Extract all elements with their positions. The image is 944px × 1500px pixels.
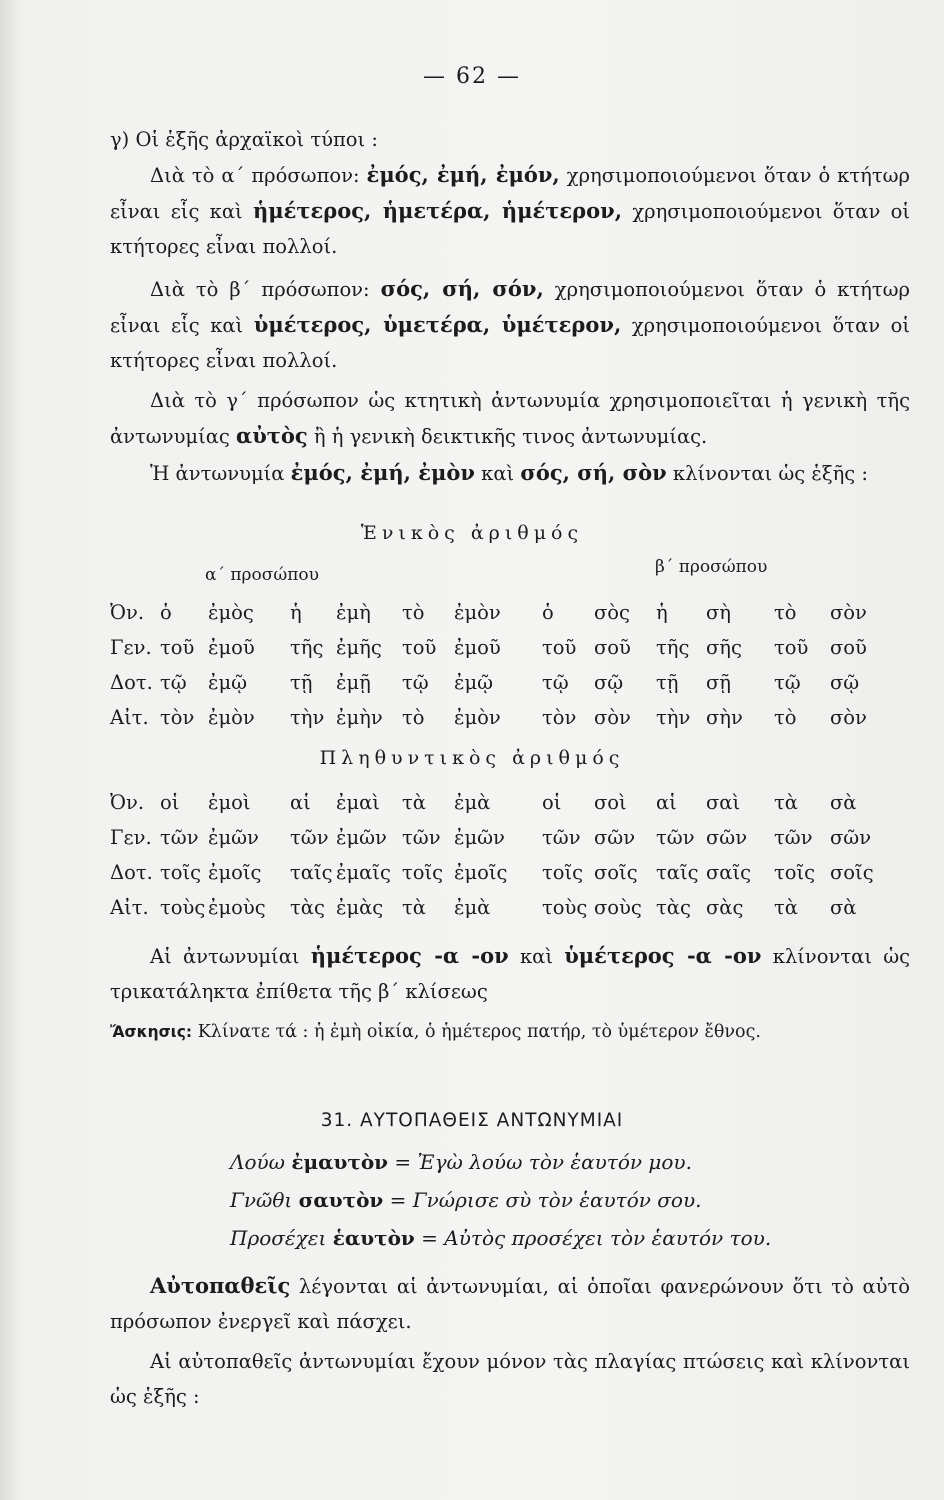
bold-term: ἐμαυτὸν [291, 1150, 389, 1174]
declension-cell: ἐμὸν [208, 706, 255, 729]
plural-declension-table [110, 785, 890, 925]
column-heading-second-person: β΄ προσώπου [655, 557, 768, 577]
declension-cell: ἐμῆς [336, 636, 382, 659]
declension-cell: τὰ [402, 896, 426, 919]
plural-heading: Πληθυντικὸς ἀριθμός [319, 747, 625, 769]
bold-term: αὐτὸς [236, 423, 308, 448]
text-span: Διὰ τὸ γ΄ πρόσωπον ὡς κτητικὴ ἀντωνυμία χρησιμοποιεῖται ἡ γενικὴ τῆς ἀντωνυμίας [110, 389, 910, 448]
declension-cell: τῷ [774, 671, 801, 694]
declension-cell: ἐμὰ [454, 896, 491, 919]
declension-cell: σῷ [594, 671, 624, 694]
bold-term: σαυτὸν [298, 1188, 384, 1212]
declension-cell: τῇ [290, 671, 313, 694]
declension-cell: οἱ [160, 791, 180, 814]
bold-term: ἡμέτερος -α -ον [310, 943, 509, 968]
singular-declension-table [110, 595, 890, 735]
declension-cell: τὴν [656, 706, 691, 729]
declension-cell: ἐμοῦ [454, 636, 501, 659]
declension-cell: ἐμῷ [454, 671, 494, 694]
declension-cell: τὰς [290, 896, 325, 919]
exercise [110, 1016, 910, 1049]
case-label: Ὀν. [110, 791, 145, 814]
text-span: χρησιμοποιούμενοι ὅταν ὁ κτήτωρ εἶναι εἷς καὶ [110, 164, 910, 223]
example-line [230, 1181, 701, 1219]
case-label: Δοτ. [110, 861, 153, 884]
declension-cell: τῶν [542, 826, 581, 849]
declension-cell: σὸν [830, 706, 867, 729]
text-span: Αἱ ἀντωνυμίαι [150, 945, 300, 968]
declension-cell: ἐμὸν [454, 601, 501, 624]
text-span: = Ἐγὼ λούω τὸν ἑαυτόν μου. [394, 1150, 692, 1174]
text-span: Ἡ ἀντωνυμία [150, 462, 285, 485]
declension-cell: τὸ [774, 706, 797, 729]
text-span: καὶ [481, 462, 515, 485]
declension-cell: τοῖς [402, 861, 444, 884]
declension-cell: σαὶ [706, 791, 741, 814]
declension-cell: ἐμὰ [454, 791, 491, 814]
text-span: = Αὐτὸς προσέχει τὸν ἑαυτόν του. [421, 1226, 772, 1250]
declension-cell: σαῖς [706, 861, 752, 884]
example-line [230, 1219, 771, 1257]
declension-cell: σὴ [706, 601, 731, 624]
paragraph-first-person [110, 157, 910, 264]
declension-cell: ἐμὸς [208, 601, 254, 624]
case-label: Γεν. [110, 826, 152, 849]
declension-cell: ἐμοῦ [208, 636, 255, 659]
paragraph-reflexive-definition [110, 1268, 910, 1339]
declension-cell: σῆς [706, 636, 742, 659]
bold-term: Αὐτοπαθεῖς [150, 1273, 291, 1298]
declension-cell: ἐμοὺς [208, 896, 266, 919]
declension-cell: τὸ [402, 601, 425, 624]
declension-cell: τὴν [290, 706, 325, 729]
declension-cell: ἐμὸν [454, 706, 501, 729]
text-span: χρησιμοποιούμενοι ὅταν οἱ κτήτορες εἶναι πολλοί. [110, 200, 911, 258]
declension-cell: τῶν [402, 826, 441, 849]
declension-cell: σοὶ [594, 791, 627, 814]
text-span: Προσέχει [230, 1226, 327, 1250]
declension-cell: σῇ [706, 671, 731, 694]
declension-cell: ἐμῶν [208, 826, 259, 849]
text-span: ἢ ἡ γενικὴ δεικτικῆς τινος ἀντωνυμίας. [313, 425, 708, 448]
declension-cell: σοὺς [594, 896, 642, 919]
declension-cell: σοῦ [594, 636, 631, 659]
text-span: λέγονται αἱ ἀντωνυμίαι, αἱ ὁποῖαι φανερώνουν ὅτι τὸ αὐτὸ πρόσωπον ἐνεργεῖ καὶ πάσχει. [110, 1275, 910, 1333]
singular-heading: Ἑνικὸς ἀριθμός [360, 522, 584, 544]
declension-cell: τοῖς [542, 861, 584, 884]
text-span: Λούω [230, 1150, 285, 1174]
declension-row [110, 855, 890, 890]
declension-cell: τὸ [402, 706, 425, 729]
declension-cell: τὰ [402, 791, 426, 814]
declension-cell: οἱ [542, 791, 562, 814]
bold-term: ἐμός, ἐμή, ἐμόν, [366, 162, 560, 187]
declension-cell: σὰ [830, 896, 857, 919]
declension-cell: ἐμὴ [336, 601, 371, 624]
text-span: κλίνονται ὡς τρικατάληκτα ἐπίθετα τῆς β΄ κλίσεως [110, 945, 911, 1003]
declension-cell: σὸν [830, 601, 867, 624]
example-line [230, 1143, 692, 1181]
bold-term: ἐμός, ἐμή, ἐμὸν [290, 460, 475, 485]
declension-cell: σοῖς [594, 861, 638, 884]
declension-cell: ἐμαῖς [336, 861, 391, 884]
case-label: Δοτ. [110, 671, 153, 694]
declension-cell: ἐμῶν [454, 826, 505, 849]
text-span: χρησιμοποιούμενοι ὅταν ὁ κτήτωρ εἶναι εἷς καὶ [110, 278, 910, 337]
exercise-text: Κλίνατε τά : ἡ ἐμὴ οἰκία, ὁ ἡμέτερος πατήρ, τὸ ὑμέτερον ἔθνος. [197, 1022, 761, 1042]
declension-cell: ἐμοὶ [208, 791, 251, 814]
text-span: = Γνώρισε σὺ τὸν ἑαυτόν σου. [389, 1188, 702, 1212]
bold-term: ὑμέτερος, ὑμετέρα, ὑμέτερον, [253, 312, 622, 337]
declension-cell: ἡ [656, 601, 668, 624]
declension-cell: ἐμοῖς [208, 861, 262, 884]
bold-term: ἡμέτερος, ἡμετέρα, ἡμέτερον, [252, 198, 623, 223]
declension-cell: ἐμῶν [336, 826, 387, 849]
declension-cell: τῶν [290, 826, 329, 849]
declension-row [110, 595, 890, 630]
declension-cell: ὁ [160, 601, 172, 624]
declension-cell: τῷ [542, 671, 569, 694]
declension-cell: σοῖς [830, 861, 874, 884]
declension-cell: ἐμαὶ [336, 791, 380, 814]
exercise-label: Ἄσκησις: [110, 1023, 193, 1041]
declension-cell: τοὺς [542, 896, 588, 919]
declension-cell: τῇ [656, 671, 679, 694]
declension-cell: τοῖς [160, 861, 202, 884]
bold-term: σός, σή, σὸν [520, 460, 667, 485]
declension-cell: τῷ [402, 671, 429, 694]
column-heading-first-person: α΄ προσώπου [205, 565, 319, 585]
declension-cell: τοὺς [160, 896, 206, 919]
bold-term: ὑμέτερος -α -ον [564, 943, 762, 968]
declension-cell: τοῦ [774, 636, 809, 659]
declension-row [110, 890, 890, 925]
declension-cell: ὁ [542, 601, 554, 624]
declension-cell: τὰ [774, 896, 798, 919]
declension-row [110, 630, 890, 665]
text-span: κλίνονται ὡς ἑξῆς : [672, 462, 868, 485]
text-span: καὶ [519, 945, 553, 968]
declension-cell: αἱ [290, 791, 311, 814]
declension-cell: σῶν [706, 826, 748, 849]
declension-cell: τῶν [160, 826, 199, 849]
declension-cell: τὸν [160, 706, 195, 729]
declension-cell: τὰ [774, 791, 798, 814]
declension-row [110, 785, 890, 820]
paragraph-three-ending [110, 938, 910, 1009]
declension-cell: ταῖς [290, 861, 333, 884]
declension-cell: ἐμὰς [336, 896, 384, 919]
text-span: Διὰ τὸ β΄ πρόσωπον: [150, 278, 370, 301]
declension-cell: ἐμοῖς [454, 861, 508, 884]
declension-cell: τῆς [290, 636, 324, 659]
page-number: — 62 — [423, 64, 521, 89]
declension-cell: τοῦ [402, 636, 437, 659]
declension-cell: ἡ [290, 601, 302, 624]
declension-cell: τοῦ [160, 636, 195, 659]
declension-cell: σὸς [594, 601, 630, 624]
declension-cell: σὰ [830, 791, 857, 814]
declension-cell: τῆς [656, 636, 690, 659]
paragraph-declension-intro [110, 455, 910, 491]
section-title: 31. ΑΥΤΟΠΑΘΕΙΣ ΑΝΤΩΝΥΜΙΑΙ [320, 1110, 624, 1131]
declension-cell: ἐμὴν [336, 706, 383, 729]
paragraph-archaic-forms: γ) Οἱ ἑξῆς ἀρχαϊκοὶ τύποι : [110, 128, 378, 151]
declension-cell: σῶν [594, 826, 636, 849]
declension-cell: σῶν [830, 826, 872, 849]
declension-cell: τῷ [160, 671, 187, 694]
declension-cell: ταῖς [656, 861, 699, 884]
bold-term: σός, σή, σόν, [380, 276, 544, 301]
paragraph-reflexive-cases: Αἱ αὐτοπαθεῖς ἀντωνυμίαι ἔχουν μόνον τὰς πλαγίας πτώσεις καὶ κλίνονται ὡς ἑξῆς : [110, 1350, 910, 1408]
declension-cell: τῶν [774, 826, 813, 849]
text-span: Γνῶθι [230, 1188, 293, 1212]
declension-cell: σοῦ [830, 636, 867, 659]
declension-cell: ἐμῷ [208, 671, 248, 694]
declension-cell: τοῦ [542, 636, 577, 659]
case-label: Αἰτ. [110, 706, 149, 729]
case-label: Αἰτ. [110, 896, 149, 919]
declension-cell: σὰς [706, 896, 744, 919]
declension-row [110, 820, 890, 855]
text-span: Διὰ τὸ α΄ πρόσωπον: [150, 164, 360, 187]
declension-cell: τὸ [774, 601, 797, 624]
text-span: χρησιμοποιούμενοι ὅταν οἱ κτήτορες εἶναι πολλοί. [110, 314, 911, 372]
declension-cell: τὸν [542, 706, 577, 729]
case-label: Ὀν. [110, 601, 145, 624]
declension-cell: σῷ [830, 671, 860, 694]
paragraph-second-person [110, 271, 910, 378]
bold-term: ἑαυτὸν [332, 1226, 415, 1250]
declension-cell: σὴν [706, 706, 743, 729]
declension-cell: σὸν [594, 706, 631, 729]
paragraph-third-person [110, 383, 910, 454]
declension-cell: τοῖς [774, 861, 816, 884]
declension-cell: αἱ [656, 791, 677, 814]
declension-cell: ἐμῇ [336, 671, 371, 694]
declension-row [110, 700, 890, 735]
case-label: Γεν. [110, 636, 152, 659]
declension-cell: τὰς [656, 896, 691, 919]
declension-cell: τῶν [656, 826, 695, 849]
declension-row [110, 665, 890, 700]
